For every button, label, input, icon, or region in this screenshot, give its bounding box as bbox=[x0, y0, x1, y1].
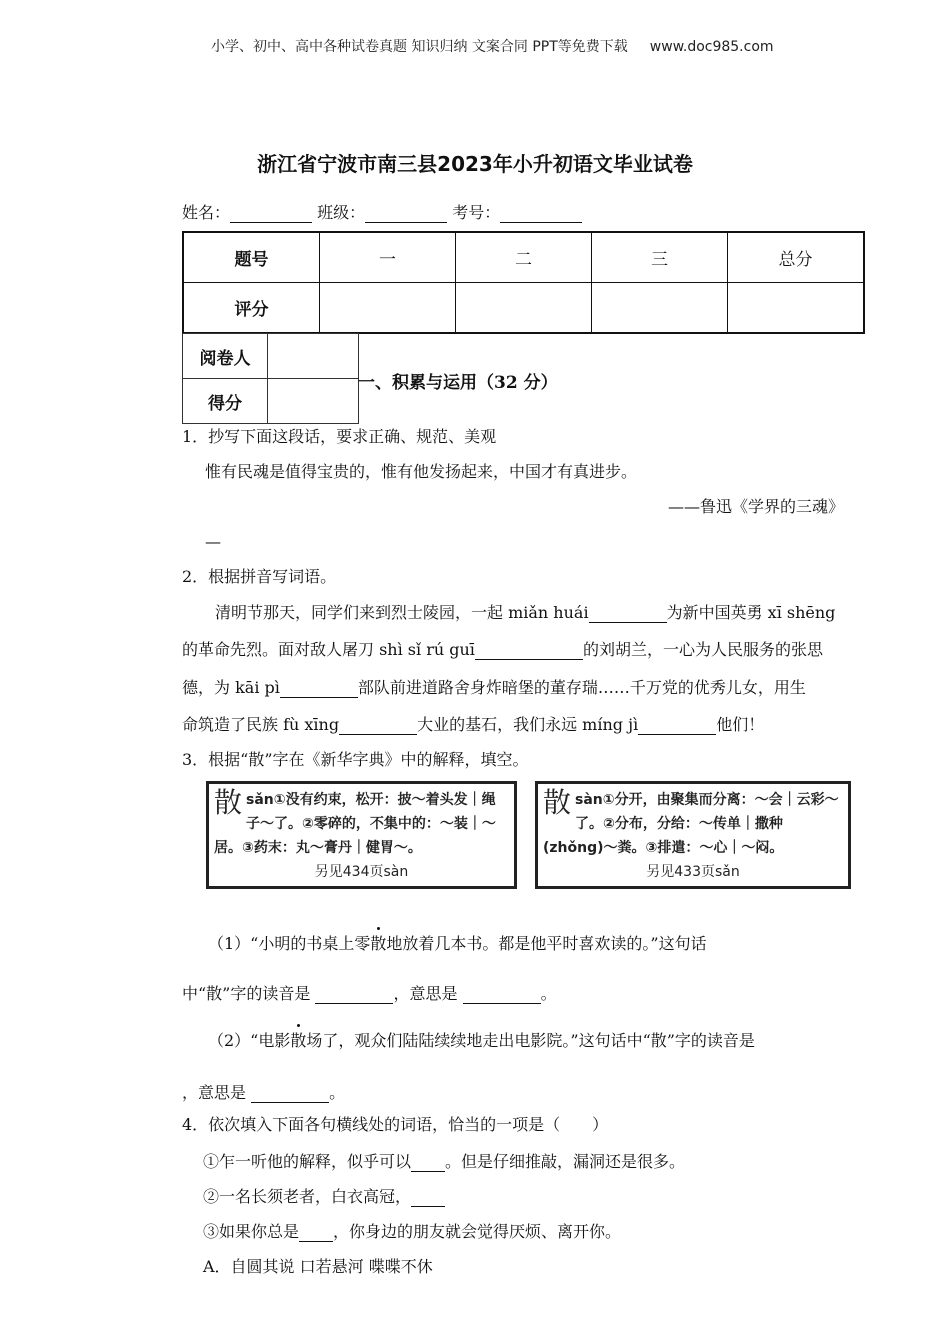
score-cell[interactable] bbox=[728, 283, 865, 334]
q3-text: 地放着几本书。都是他平时喜欢读的。”这句话 bbox=[386, 934, 707, 953]
q4-text: 。但是仔细推敲，漏洞还是很多。 bbox=[445, 1152, 686, 1171]
exam-no-field[interactable] bbox=[500, 206, 582, 223]
q3-text: 中“散”字的读音是 bbox=[182, 984, 311, 1003]
reader-label: 阅卷人 bbox=[183, 334, 268, 379]
score-cell[interactable] bbox=[320, 283, 456, 334]
class-label: 班级： bbox=[317, 203, 366, 222]
q3-sub2 bbox=[208, 1028, 755, 1051]
q3-sub1 bbox=[208, 931, 707, 954]
q2-text: 的革命先烈。面对敌人屠刀 shì sǐ rú guī bbox=[182, 640, 475, 659]
score-header-cell: 三 bbox=[592, 232, 728, 283]
reader-score-label: 得分 bbox=[183, 379, 268, 424]
q3-text: 。 bbox=[329, 1083, 346, 1102]
page-header bbox=[211, 36, 774, 56]
q3-sub1-answer bbox=[182, 981, 557, 1004]
class-field[interactable] bbox=[365, 206, 447, 223]
q4-text: ①乍一听他的解释，似乎可以 bbox=[203, 1152, 412, 1171]
q3-text: 场了，观众们陆陆续续地走出电影院。”这句话中“散”字的读音是 bbox=[306, 1031, 755, 1050]
name-label: 姓名： bbox=[182, 203, 231, 222]
exam-title: 浙江省宁波市南三县2023年小升初语文毕业试卷 bbox=[257, 152, 693, 176]
q4-text: ，你身边的朋友就会觉得厌烦、离开你。 bbox=[333, 1222, 622, 1241]
q2-blank-4[interactable] bbox=[339, 718, 417, 735]
q2-line4 bbox=[182, 712, 764, 735]
q2-text: 他们！ bbox=[716, 715, 765, 734]
q4-blank-1[interactable] bbox=[411, 1155, 445, 1172]
dict-entry-san4 bbox=[535, 781, 851, 889]
q2-text: 部队前进道路舍身炸暗堡的董存瑞……千万党的优秀儿女，用生 bbox=[357, 678, 806, 697]
dict-body: sǎn①没有约束，松开：披～着头发｜绳子～了。②零碎的，不集中的：～装｜～居。③药末：丸～膏丹｜健胃～。 bbox=[214, 792, 496, 856]
q2-prompt: 2．根据拼音写词语。 bbox=[182, 567, 337, 586]
q4-text: ③如果你总是 bbox=[203, 1222, 300, 1241]
q2-blank-2[interactable] bbox=[475, 643, 583, 660]
q2-blank-3[interactable] bbox=[280, 681, 358, 698]
q4-prompt: 4．依次填入下面各句横线处的词语，恰当的一项是（ ） bbox=[182, 1115, 609, 1134]
q3-blank-1[interactable] bbox=[315, 987, 393, 1004]
dict-entry-san3 bbox=[206, 781, 517, 889]
header-site[interactable]: www.doc985.com bbox=[649, 39, 774, 55]
dict-see: 另见434页sàn bbox=[314, 864, 409, 880]
dict-body: sàn①分开，由聚集而分离：～会｜云彩～了。②分布，分给：～传单｜撒种(zhǒng)～粪。③排遣：～心｜～闷。 bbox=[543, 792, 839, 856]
reader-cell[interactable] bbox=[268, 334, 359, 379]
q1-prompt: 1．抄写下面这段话，要求正确、规范、美观 bbox=[182, 427, 497, 446]
q4-blank-3[interactable] bbox=[299, 1225, 333, 1242]
q2-text: 命筑造了民族 fù xīng bbox=[182, 715, 340, 734]
q2-line3 bbox=[182, 675, 806, 698]
q4-item2 bbox=[203, 1184, 445, 1207]
reader-table bbox=[182, 333, 359, 424]
q2-text: 清明节那天，同学们来到烈士陵园，一起 miǎn huái bbox=[215, 603, 589, 622]
score-header-cell: 总分 bbox=[728, 232, 865, 283]
score-row-label: 评分 bbox=[183, 283, 320, 334]
score-header-cell: 一 bbox=[320, 232, 456, 283]
score-table bbox=[182, 231, 865, 334]
q4-item1 bbox=[203, 1149, 685, 1172]
q4-item3 bbox=[203, 1219, 621, 1242]
student-info bbox=[182, 200, 582, 223]
q2-text: 德，为 kāi pì bbox=[182, 678, 280, 697]
q3-text: （1）“小明的书桌上零 bbox=[208, 934, 371, 953]
q2-blank-5[interactable] bbox=[638, 718, 716, 735]
reader-score-cell[interactable] bbox=[268, 379, 359, 424]
q3-text: （2）“电影 bbox=[208, 1031, 291, 1050]
q3-prompt: 3．根据“散”字在《新华字典》中的解释，填空。 bbox=[182, 750, 529, 769]
score-value-row bbox=[183, 283, 864, 334]
q2-text: 大业的基石，我们永远 míng jì bbox=[417, 715, 639, 734]
exam-no-label: 考号： bbox=[452, 203, 501, 222]
header-text: 小学、初中、高中各种试卷真题 知识归纳 文案合同 PPT等免费下载 bbox=[211, 39, 628, 55]
q2-text: 为新中国英勇 xī shēng bbox=[666, 603, 836, 622]
q1-source: ——鲁迅《学界的三魂》 bbox=[668, 497, 845, 516]
dict-see: 另见433页sǎn bbox=[646, 864, 740, 880]
score-header-cell: 二 bbox=[456, 232, 592, 283]
q3-text: ，意思是 bbox=[182, 1083, 247, 1102]
q1-dash: — bbox=[205, 532, 221, 551]
name-field[interactable] bbox=[230, 206, 312, 223]
q3-blank-3[interactable] bbox=[251, 1086, 329, 1103]
score-header-row bbox=[183, 232, 864, 283]
q2-blank-1[interactable] bbox=[589, 606, 667, 623]
dict-char: 散 bbox=[214, 786, 243, 819]
dict-char: 散 bbox=[543, 786, 572, 819]
q2-line2 bbox=[182, 637, 823, 660]
q3-text: ，意思是 bbox=[393, 984, 458, 1003]
score-cell[interactable] bbox=[592, 283, 728, 334]
section-heading: 一、积累与运用（32 分） bbox=[358, 373, 558, 393]
score-cell[interactable] bbox=[456, 283, 592, 334]
q4-blank-2[interactable] bbox=[411, 1190, 445, 1207]
emphasis-char: 散 bbox=[290, 1028, 306, 1051]
emphasis-char: 散 bbox=[370, 931, 386, 954]
q2-text: 的刘胡兰，一心为人民服务的张思 bbox=[582, 640, 823, 659]
score-header-cell: 题号 bbox=[183, 232, 320, 283]
q3-blank-2[interactable] bbox=[463, 987, 541, 1004]
q1-quote: 惟有民魂是值得宝贵的，惟有他发扬起来，中国才有真进步。 bbox=[205, 462, 638, 481]
q3-sub2-answer bbox=[182, 1080, 345, 1103]
q4-text: ②一名长须老者，白衣高冠， bbox=[203, 1187, 412, 1206]
q3-text: 。 bbox=[540, 984, 557, 1003]
q2-line1 bbox=[215, 600, 835, 623]
q4-option-a[interactable]: A．自圆其说 口若悬河 喋喋不休 bbox=[203, 1257, 433, 1276]
